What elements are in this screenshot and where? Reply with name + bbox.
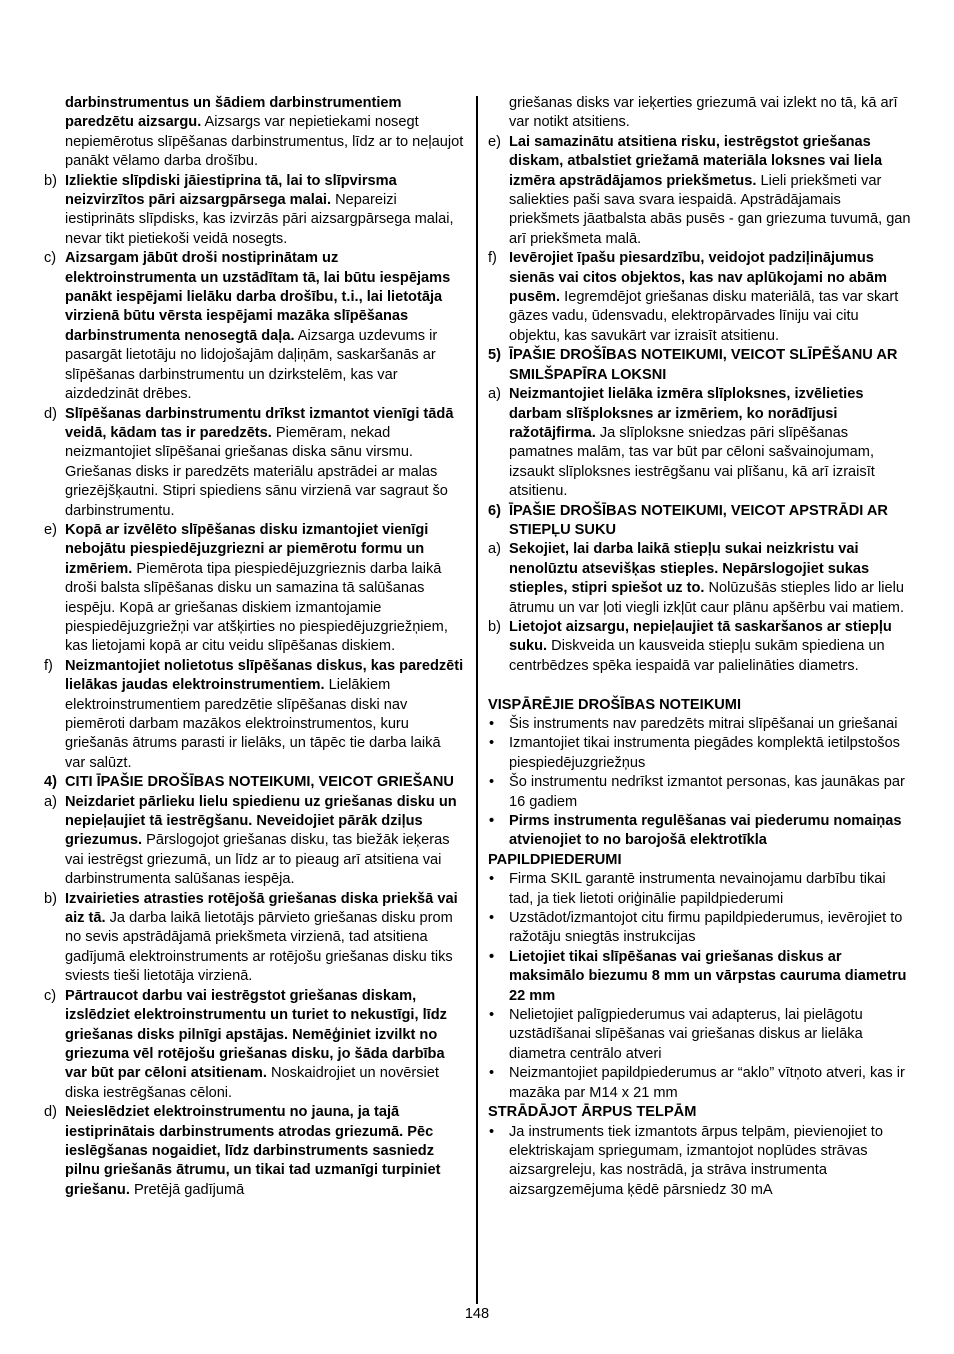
bullet-item	[488, 1064, 912, 1103]
bullet-item	[488, 870, 912, 909]
bullet-item	[488, 773, 912, 812]
bullet-icon: •	[489, 948, 495, 965]
item-bold: Neieslēdziet elektroinstrumentu no jauna, ja tajā iestiprinātais darbinstruments atrodas griezumā. Pēc ieslēgšanas nogaidiet, līdz darbinstruments sasniedz pilnu griešanās ātrumu, un tikai tad uzmanīgi turpiniet griešanu.	[65, 1104, 441, 1198]
item-marker: f)	[44, 657, 53, 674]
item-bold: Neizmantojiet nolietotus slīpēšanas diskus, kas paredzēti lielākas jaudas elektroinstrumentiem.	[65, 657, 464, 694]
item-marker: d)	[44, 1104, 57, 1121]
item-bold: Pārtraucot darbu vai iestrēgstot griešanas diskam, izslēdziet elektroinstrumentu un turiet to nekustīgi, līdz griešanas disks pilnīgi apstājas. Nemēģiniet izvilkt no griezuma vēl rotējošu griešanas disku, jo šāda darbība var būt par cēloni atsitienam.	[65, 987, 447, 1082]
item-bold: Sekojiet, lai darba laikā stiepļu sukai neizkristu vai nenolūztu atsevišķas stieples. Nepārslogojiet sukas stieples, stipri spiešot uz to.	[509, 541, 870, 597]
section-number: 6)	[488, 502, 501, 519]
section-number: 4)	[44, 774, 57, 791]
bullet-text: Ja instruments tiek izmantots ārpus telpām, pievienojiet to elektriskajam spriegumam, izmantojot noplūdes strāvas aizsargreleju, kas nostrādā, ja strāva instrumenta aizsargzemējuma ķēdē pārsniedz 30 mA	[509, 1123, 883, 1198]
item-text: Aizsarga uzdevums ir pasargāt lietotāju no lidojošajām daļiņām, saskaršanās ar slīpēšanas darbinstrumentu un dzirkstelēm, kas var aizdedzināt drēbes.	[65, 327, 438, 403]
item-bold: Lietojot aizsargu, nepieļaujiet tā saskaršanos ar stiepļu suku.	[509, 618, 892, 655]
section-heading-4	[44, 773, 464, 792]
item-bold: Ievērojiet īpašu piesardzību, veidojot padziļinājumus sienās vai citos objektos, kas nav aplūkojami no abām pusēm.	[509, 250, 887, 306]
item-text: Pretējā gadījumā	[129, 1181, 245, 1198]
list-item-c	[44, 249, 464, 404]
list-item-e	[44, 521, 464, 657]
bullet-item	[488, 734, 912, 773]
list-item-e	[488, 133, 912, 249]
bullet-item	[488, 812, 912, 851]
outdoor-heading: STRĀDĀJOT ĀRPUS TELPĀM	[488, 1104, 697, 1121]
section-heading-5	[488, 346, 912, 385]
item-text: Noskaidrojiet un novērsiet diska iestrēgšanas cēloni.	[65, 1065, 439, 1101]
continued-paragraph	[44, 94, 464, 172]
intro-bold: darbinstrumentus un šādiem darbinstrumentiem paredzētu aizsargu.	[65, 95, 402, 131]
item-text: Nepareizi iestiprināts slīpdisks, kas izvirzās pāri aizsargpārsega malai, nevar tikt pietiekoši veidā nosegts.	[65, 192, 454, 247]
item-text: Iegremdējot griešanas disku materiālā, tas var skart gāzes vadu, ūdensvadu, elektropārvades līniju vai citu objektu, kas savukārt var izraisīt atsitienu.	[509, 289, 899, 344]
bullet-item	[488, 909, 912, 948]
list-item-a6	[488, 540, 912, 618]
item-marker: d)	[44, 405, 57, 422]
bullet-icon: •	[489, 1007, 495, 1024]
bullet-icon: •	[489, 774, 495, 791]
bullet-text: Uzstādot/izmantojot citu firmu papildpiederumus, ievērojiet to ražotāju sniegtās instrukcijas	[509, 910, 903, 946]
item-text: Lielākiem elektroinstrumentiem paredzētie slīpēšanas diski nav piemēroti darbam mazākos elektroinstrumentos, kuru griešanās ātrums parasti ir lielāks, un tāpēc tie darba laikā var salūzt.	[65, 677, 441, 771]
item-bold: Lai samazinātu atsitiena risku, iestrēgstot griešanas diskam, atbalstiet griežamā materiāla loksnes vai liela izmēra apstrādājamos priekšmetus.	[509, 133, 883, 189]
item-bold: Izliektie slīpdiski jāiestiprina tā, lai to slīpvirsma neizvirzītos pāri aizsargpārsega malai.	[65, 172, 397, 209]
item-marker: e)	[488, 133, 501, 150]
list-item-b6	[488, 618, 912, 676]
list-item-a2	[44, 793, 464, 890]
bullet-text: Šo instrumentu nedrīkst izmantot personas, kas jaunākas par 16 gadiem	[509, 774, 905, 810]
item-bold: Izvairieties atrasties rotējošā griešanas diska priekšā vai aiz tā.	[65, 890, 458, 927]
bullet-text: Šis instruments nav paredzēts mitrai slīpēšanai un griešanai	[509, 715, 898, 732]
bullet-text: Lietojiet tikai slīpēšanas vai griešanas diskus ar maksimālo biezumu 8 mm un vārpstas cauruma diametru 22 mm	[509, 948, 907, 1004]
item-marker: b)	[44, 172, 57, 189]
list-item-d2	[44, 1103, 464, 1200]
continued-paragraph	[488, 94, 912, 133]
bullet-icon: •	[489, 871, 495, 888]
item-text: Ja slīploksne sniedzas pāri slīpēšanas pamatnes malām, tas var būt par cēloni sašvainojumam, izsaukt slīploksnes iestrēgšanu vai plīšanu, kā arī izraisīt atsitienu.	[509, 424, 875, 500]
item-marker: b)	[44, 890, 57, 907]
item-bold: Neizmantojiet lielāka izmēra slīploksnes, izvēlieties darbam slīšploksnes ar izmēriem, ko norādījusi ražotājfirma.	[509, 386, 864, 441]
item-text: Piemērota tipa piespiedējuzgrieznis darba laikā droši balsta slīpēšanas disku un samazina tā salūšanas iespēju. Kopā ar griešanas diskiem izmantojamie piespiedējuzgriežņi var atšķirties no piespiedējuzgriežņiem, kas lietojami kopā ar citu veidu slīpēšanas diskiem.	[65, 560, 448, 655]
bullet-text: Neizmantojiet papildpiederumus ar “aklo” vītņoto atveri, kas ir mazāka par M14 x 21 mm	[509, 1065, 905, 1101]
item-text: Lieli priekšmeti var saliekties paši sava svara iespaidā. Apstrādājamais priekšmets jāatbalsta abās pusēs - gan griezuma tuvumā, gan arī priekšmeta malā.	[509, 172, 911, 247]
section-title: ĪPAŠIE DROŠĪBAS NOTEIKUMI, VEICOT SLĪPĒŠANU AR SMILŠPAPĪRA LOKSNI	[509, 347, 898, 383]
bullet-item	[488, 948, 912, 1006]
item-marker: b)	[488, 618, 501, 635]
item-marker: a)	[488, 541, 501, 558]
right-column	[488, 94, 912, 1200]
bullet-text: Nelietojiet palīgpiederumus vai adapterus, lai pielāgotu uzstādīšanai slīpēšanas vai griešanas diskus ar lielāka diametra centrālo atveri	[509, 1007, 863, 1062]
bullet-text: Izmantojiet tikai instrumenta piegādes komplektā ietilpstošos piespiedējuzgriežņus	[509, 735, 900, 771]
item-marker: c)	[44, 987, 57, 1004]
bullet-item	[488, 1006, 912, 1064]
list-item-b2	[44, 890, 464, 987]
bullet-text: Pirms instrumenta regulēšanas vai piederumu nomaiņas atvienojiet to no barojošā elektrotīkla	[509, 813, 902, 849]
item-marker: a)	[44, 793, 57, 810]
item-text: Ja darba laikā lietotājs pārvieto griešanas disku prom no sevis apstrādājamā priekšmeta virzienā, tad atsitiena gadījumā elektroinstruments ar rotējošu griešanas disku tiks sviests tieši lietotāja virzienā.	[65, 910, 453, 985]
accessories-heading: PAPILDPIEDERUMI	[488, 851, 622, 868]
bullet-icon: •	[489, 1065, 495, 1082]
item-text: Piemēram, nekad neizmantojiet slīpēšanai griešanas diska sānu virsmu. Griešanas disks ir paredzēts materiālu apstrādei ar malas griezējšķautni. Stipri spiediens sānu virzienā var sagraut šo darbinstrumentu.	[65, 424, 448, 519]
left-column	[44, 94, 464, 1200]
list-item-f	[488, 249, 912, 346]
intro-text: Aizsargs var nepietiekami nosegt nepiemērotus slīpēšanas darbinstrumentus, līdz ar to neļaujot panākt vēlamo darba drošību.	[65, 114, 464, 170]
item-text: Nolūzušās stieples lido ar lielu ātrumu un var ļoti viegli izkļūt caur plānu apšērbu vai matiem.	[509, 580, 905, 616]
bullet-item	[488, 715, 912, 734]
bullet-icon: •	[489, 715, 495, 732]
page-number: 148	[464, 1306, 490, 1322]
list-item-d	[44, 405, 464, 521]
bullet-icon: •	[489, 735, 495, 752]
item-text: Diskveida un kausveida stiepļu sukām spiediena un centrbēdzes spēka iespaidā var palielināties diametrs.	[509, 638, 885, 674]
item-bold: Aizsargam jābūt droši nostiprinātam uz elektroinstrumenta un uzstādītam tā, lai būtu iespējams panākt iespējami lielāku darba drošību, t.i., lai lietotāja virzienā būtu vērsta iespējami mazāka slīpēšanas darbinstrumenta nenosegtā daļa.	[65, 250, 451, 344]
item-bold: Neizdariet pārlieku lielu spiedienu uz griešanas disku un nepieļaujiet tā iestrēgšanu. Neveidojiet pārāk dziļus griezumus.	[65, 793, 457, 849]
item-text: griešanas disks var ieķerties griezumā vai izlekt no tā, kā arī var notikt atsitiens.	[509, 95, 898, 131]
bullet-text: Firma SKIL garantē instrumenta nevainojamu darbību tikai tad, ja tiek lietoti oriģinālie papildpiederumi	[509, 871, 886, 907]
list-item-a5	[488, 385, 912, 501]
section-title: ĪPAŠIE DROŠĪBAS NOTEIKUMI, VEICOT APSTRĀDI AR STIEPĻU SUKU	[509, 502, 888, 538]
section-heading-6	[488, 502, 912, 541]
item-marker: c)	[44, 250, 57, 267]
bullet-icon: •	[489, 1123, 495, 1140]
section-number: 5)	[488, 347, 501, 364]
section-title: CITI ĪPAŠIE DROŠĪBAS NOTEIKUMI, VEICOT GRIEŠANU	[65, 774, 454, 791]
list-item-f	[44, 657, 464, 773]
column-divider	[476, 96, 478, 1304]
bullet-icon: •	[489, 813, 495, 830]
list-item-c2	[44, 987, 464, 1103]
item-bold: Kopā ar izvēlēto slīpēšanas disku izmantojiet vienīgi nebojātu piespiedējuzgriezni ar piemērotu formu un izmēriem.	[65, 521, 429, 577]
bullet-icon: •	[489, 910, 495, 927]
item-marker: a)	[488, 386, 501, 403]
item-marker: e)	[44, 521, 57, 538]
list-item-b	[44, 172, 464, 250]
general-safety-heading: VISPĀRĒJIE DROŠĪBAS NOTEIKUMI	[488, 696, 741, 713]
bullet-item	[488, 1123, 912, 1201]
item-bold: Slīpēšanas darbinstrumentu drīkst izmantot vienīgi tādā veidā, kādam tas ir paredzēts.	[65, 405, 454, 441]
item-marker: f)	[488, 250, 497, 267]
item-text: Pārslogojot griešanas disku, tas biežāk ieķeras vai iestrēgst griezumā, un līdz ar to pieaug arī atsitiena vai darbinstrumenta salūšanas iespēja.	[65, 832, 450, 888]
